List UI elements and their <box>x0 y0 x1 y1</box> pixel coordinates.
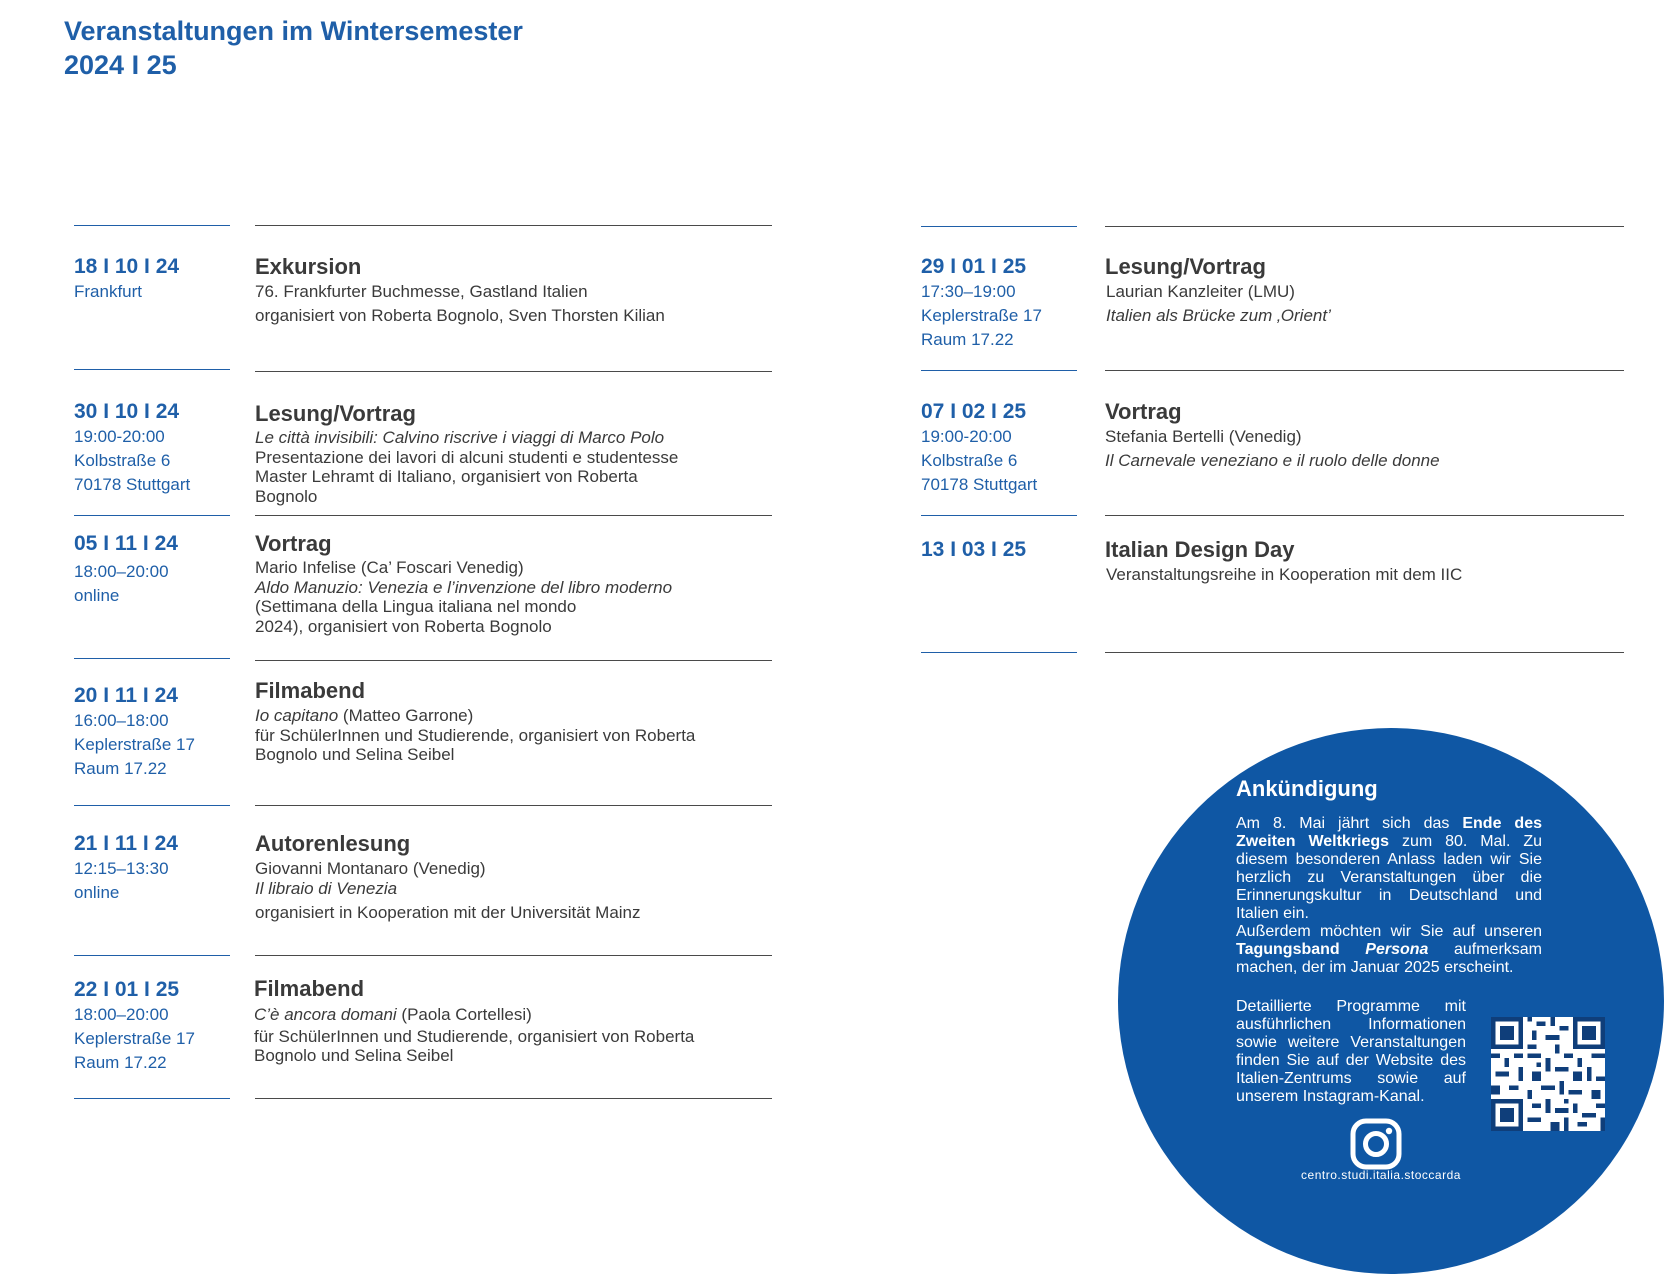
film-title: Io capitano <box>255 706 339 725</box>
divider <box>1105 652 1624 653</box>
divider <box>74 1098 230 1099</box>
divider <box>1105 226 1624 227</box>
description-line: für SchülerInnen und Studierende, organisiert von Roberta <box>254 1026 695 1046</box>
divider <box>921 370 1077 371</box>
description-line: Master Lehramt di Italiano, organisiert von Roberta <box>255 467 638 486</box>
event-title: Italian Design Day <box>1105 537 1295 562</box>
event-subtitle: Aldo Manuzio: Venezia e l’invenzione del libro moderno <box>255 577 673 597</box>
divider <box>74 955 230 956</box>
event-address: Kolbstraße 6 <box>921 451 1018 470</box>
instagram-handle[interactable]: centro.studi.italia.stoccarda <box>1301 1168 1461 1182</box>
film-director: (Matteo Garrone) <box>338 706 474 725</box>
announcement-info: Detaillierte Programme mit ausführlichen Informationen sowie weitere Veranstaltungen finden Sie auf der Website des Italien-Zentrums sowie auf unserem Instagram-Kanal. <box>1236 998 1466 1105</box>
event-date: 13 I 03 I 25 <box>921 538 1027 561</box>
description-line: organisiert von Roberta Bognolo, Sven Thorsten Kilian <box>255 306 665 325</box>
event-description <box>255 428 678 506</box>
event-time: 18:00–20:00 <box>74 1005 169 1024</box>
announcement-title: Ankündigung <box>1236 776 1378 801</box>
divider <box>255 955 772 956</box>
event-city: 70178 Stuttgart <box>921 475 1038 494</box>
announcement-book-title: Persona <box>1365 941 1429 958</box>
announcement-highlight: Ende des Zweiten Weltkriegs <box>1236 815 1543 850</box>
divider <box>255 225 772 226</box>
event-meta <box>74 280 142 304</box>
description-line: für SchülerInnen und Studierende, organisiert von Roberta <box>255 725 696 745</box>
event-film <box>254 1005 694 1025</box>
announcement-body <box>1236 815 1542 977</box>
event-title: Autorenlesung <box>255 831 411 856</box>
qr-code[interactable] <box>1491 1017 1605 1131</box>
event-title: Vortrag <box>1105 399 1182 424</box>
divider <box>1105 370 1624 371</box>
event-note: Veranstaltungsreihe in Kooperation mit dem IIC <box>1106 565 1463 584</box>
divider <box>74 369 230 370</box>
event-speaker: Giovanni Montanaro (Venedig) <box>255 859 486 878</box>
instagram-icon[interactable] <box>1350 1118 1402 1170</box>
event-date: 18 I 10 I 24 <box>74 255 180 278</box>
event-title: Filmabend <box>254 976 365 1001</box>
event-address: Keplerstraße 17 <box>74 1029 195 1048</box>
title-line-1: Veranstaltungen im Wintersemester <box>64 16 523 46</box>
description-line: Presentazione dei lavori di alcuni studenti e studentesse <box>255 447 679 467</box>
event-meta <box>74 1003 195 1075</box>
divider <box>255 660 772 661</box>
event-date: 20 I 11 I 24 <box>74 684 178 707</box>
event-address: Kolbstraße 6 <box>74 451 171 470</box>
event-title: Vortrag <box>255 531 332 556</box>
description-line: 2024), organisiert von Roberta Bognolo <box>255 616 552 636</box>
event-meta <box>74 857 169 905</box>
event-location: Frankfurt <box>74 282 143 301</box>
event-date: 07 I 02 I 25 <box>921 400 1027 423</box>
description-line: Bognolo <box>255 486 318 506</box>
event-description <box>1106 563 1462 587</box>
event-title: Exkursion <box>255 254 362 279</box>
event-description <box>255 558 672 636</box>
description-line: organisiert in Kooperation mit der Universität Mainz <box>255 903 641 922</box>
event-description <box>255 280 665 328</box>
event-subtitle: Il libraio di Venezia <box>255 878 398 898</box>
page-title <box>64 14 523 82</box>
divider <box>74 658 230 659</box>
event-time: 19:00-20:00 <box>921 427 1012 446</box>
divider <box>255 1098 772 1099</box>
event-film <box>255 706 695 726</box>
event-location: online <box>74 586 120 605</box>
event-speaker: Stefania Bertelli (Venedig) <box>1105 427 1302 446</box>
divider <box>921 226 1077 227</box>
event-address: Keplerstraße 17 <box>74 735 195 754</box>
event-meta <box>921 425 1037 497</box>
announcement-text: Am 8. Mai jährt sich das <box>1236 815 1463 832</box>
event-room: Raum 17.22 <box>74 759 167 778</box>
event-time: 19:00-20:00 <box>74 427 165 446</box>
divider <box>921 652 1077 653</box>
divider <box>74 225 230 226</box>
event-room: Raum 17.22 <box>74 1053 167 1072</box>
event-description <box>255 706 695 765</box>
event-time: 12:15–13:30 <box>74 859 169 878</box>
event-subtitle: Italien als Brücke zum ‚Orient’ <box>1106 306 1331 325</box>
film-title: C’è ancora domani <box>254 1005 397 1024</box>
event-time: 18:00–20:00 <box>74 562 169 581</box>
description-line: Bognolo und Selina Seibel <box>255 745 455 764</box>
description-line: 76. Frankfurter Buchmesse, Gastland Italien <box>255 282 588 301</box>
event-time: 17:30–19:00 <box>921 282 1016 301</box>
divider <box>255 371 772 372</box>
event-date: 21 I 11 I 24 <box>74 832 178 855</box>
event-speaker: Laurian Kanzleiter (LMU) <box>1106 282 1295 301</box>
divider <box>921 515 1077 516</box>
event-address: Keplerstraße 17 <box>921 306 1042 325</box>
event-subtitle: Le città invisibili: Calvino riscrive i viaggi di Marco Polo <box>255 428 665 447</box>
announcement-text: Außerdem möchten wir Sie auf unseren <box>1236 923 1542 940</box>
event-description <box>1106 280 1331 328</box>
event-meta <box>74 709 195 781</box>
event-city: 70178 Stuttgart <box>74 475 191 494</box>
event-title: Lesung/Vortrag <box>1105 254 1266 279</box>
divider <box>255 515 772 516</box>
divider <box>74 805 230 806</box>
event-location: online <box>74 883 120 902</box>
divider <box>1105 515 1624 516</box>
event-speaker: Mario Infelise (Ca’ Foscari Venedig) <box>255 558 524 577</box>
event-meta <box>74 560 169 608</box>
divider <box>74 515 230 516</box>
announcement-text: zum 80. Mal. Zu diesem besonderen Anlass laden wir Sie herzlich zu Veranstaltungen über die Erinnerungskultur in Deutschland und Italien ein. <box>1236 833 1542 922</box>
event-date: 22 I 01 I 25 <box>74 978 180 1001</box>
event-description <box>255 859 641 923</box>
event-date: 29 I 01 I 25 <box>921 255 1027 278</box>
film-director: (Paola Cortellesi) <box>396 1005 532 1024</box>
title-line-2: 2024 I 25 <box>64 50 177 80</box>
event-title: Lesung/Vortrag <box>255 401 416 426</box>
event-time: 16:00–18:00 <box>74 711 169 730</box>
announcement-highlight: Tagungsband <box>1236 941 1366 958</box>
divider <box>255 805 772 806</box>
event-room: Raum 17.22 <box>921 330 1014 349</box>
event-date: 05 I 11 I 24 <box>74 532 178 555</box>
event-subtitle: Il Carnevale veneziano e il ruolo delle donne <box>1105 451 1440 470</box>
event-date: 30 I 10 I 24 <box>74 400 180 423</box>
event-title: Filmabend <box>255 678 366 703</box>
description-line: (Settimana della Lingua italiana nel mondo <box>255 597 577 616</box>
event-meta <box>921 280 1042 352</box>
event-meta <box>74 425 190 497</box>
event-description <box>1105 425 1440 473</box>
announcement-text: aufmerksam machen, der im Januar 2025 erscheint. <box>1236 941 1542 976</box>
description-line: Bognolo und Selina Seibel <box>254 1046 454 1065</box>
event-description <box>254 1005 694 1066</box>
